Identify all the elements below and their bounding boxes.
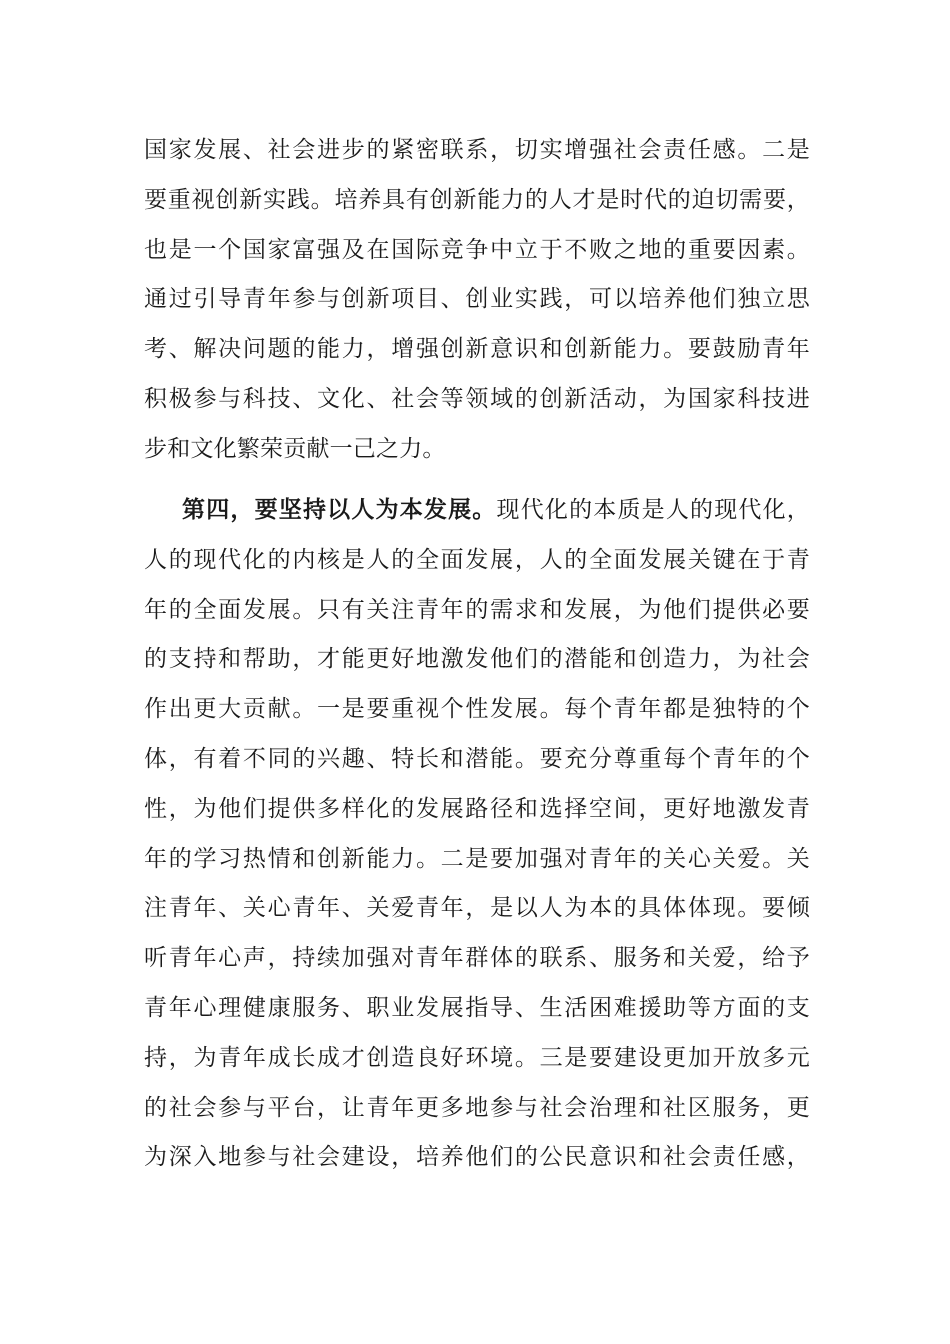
paragraph-line: 青年心理健康服务、职业发展指导、生活困难援助等方面的支 bbox=[144, 994, 810, 1021]
section-heading: 第四，要坚持以人为本发展。 bbox=[182, 497, 497, 523]
paragraph-1 bbox=[144, 126, 810, 475]
paragraph-line: 国家发展、社会进步的紧密联系，切实增强社会责任感。二是 bbox=[144, 137, 810, 163]
paragraph-line: 体，有着不同的兴趣、特长和潜能。要充分尊重每个青年的个 bbox=[144, 745, 810, 772]
paragraph-line: 积极参与科技、文化、社会等领域的创新活动，为国家科技进 bbox=[144, 385, 810, 412]
paragraph-line: 作出更大贡献。一是要重视个性发展。每个青年都是独特的个 bbox=[144, 696, 810, 723]
paragraph-line: 听青年心声，持续加强对青年群体的联系、服务和关爱，给予 bbox=[144, 945, 810, 972]
paragraph-line: 也是一个国家富强及在国际竞争中立于不败之地的重要因素。 bbox=[144, 236, 810, 263]
paragraph-line: 步和文化繁荣贡献一己之力。 bbox=[144, 435, 446, 462]
paragraph-line: 为深入地参与社会建设，培养他们的公民意识和社会责任感， bbox=[144, 1144, 810, 1171]
paragraph-line: 的支持和帮助，才能更好地激发他们的潜能和创造力，为社会 bbox=[144, 646, 810, 673]
paragraph-line: 年的全面发展。只有关注青年的需求和发展，为他们提供必要 bbox=[144, 596, 810, 623]
paragraph-line: 的社会参与平台，让青年更多地参与社会治理和社区服务，更 bbox=[144, 1094, 810, 1121]
paragraph-line: 注青年、关心青年、关爱青年，是以人为本的具体体现。要倾 bbox=[144, 895, 810, 922]
first-line-text: 现代化的本质是人的现代化， bbox=[496, 497, 810, 523]
paragraph-line: 人的现代化的内核是人的全面发展，人的全面发展关键在于青 bbox=[144, 546, 810, 573]
paragraph-first-line bbox=[144, 486, 810, 536]
paragraph-line: 持，为青年成长成才创造良好环境。三是要建设更加开放多元 bbox=[144, 1044, 810, 1071]
paragraph-line: 年的学习热情和创新能力。二是要加强对青年的关心关爱。关 bbox=[144, 845, 810, 872]
paragraph-line: 性，为他们提供多样化的发展路径和选择空间，更好地激发青 bbox=[144, 795, 810, 822]
paragraph-line: 要重视创新实践。培养具有创新能力的人才是时代的迫切需要， bbox=[144, 186, 810, 213]
paragraph-line: 考、解决问题的能力，增强创新意识和创新能力。要鼓励青年 bbox=[144, 336, 810, 363]
paragraph-line: 通过引导青年参与创新项目、创业实践，可以培养他们独立思 bbox=[144, 286, 810, 313]
paragraph-2 bbox=[144, 486, 810, 1183]
